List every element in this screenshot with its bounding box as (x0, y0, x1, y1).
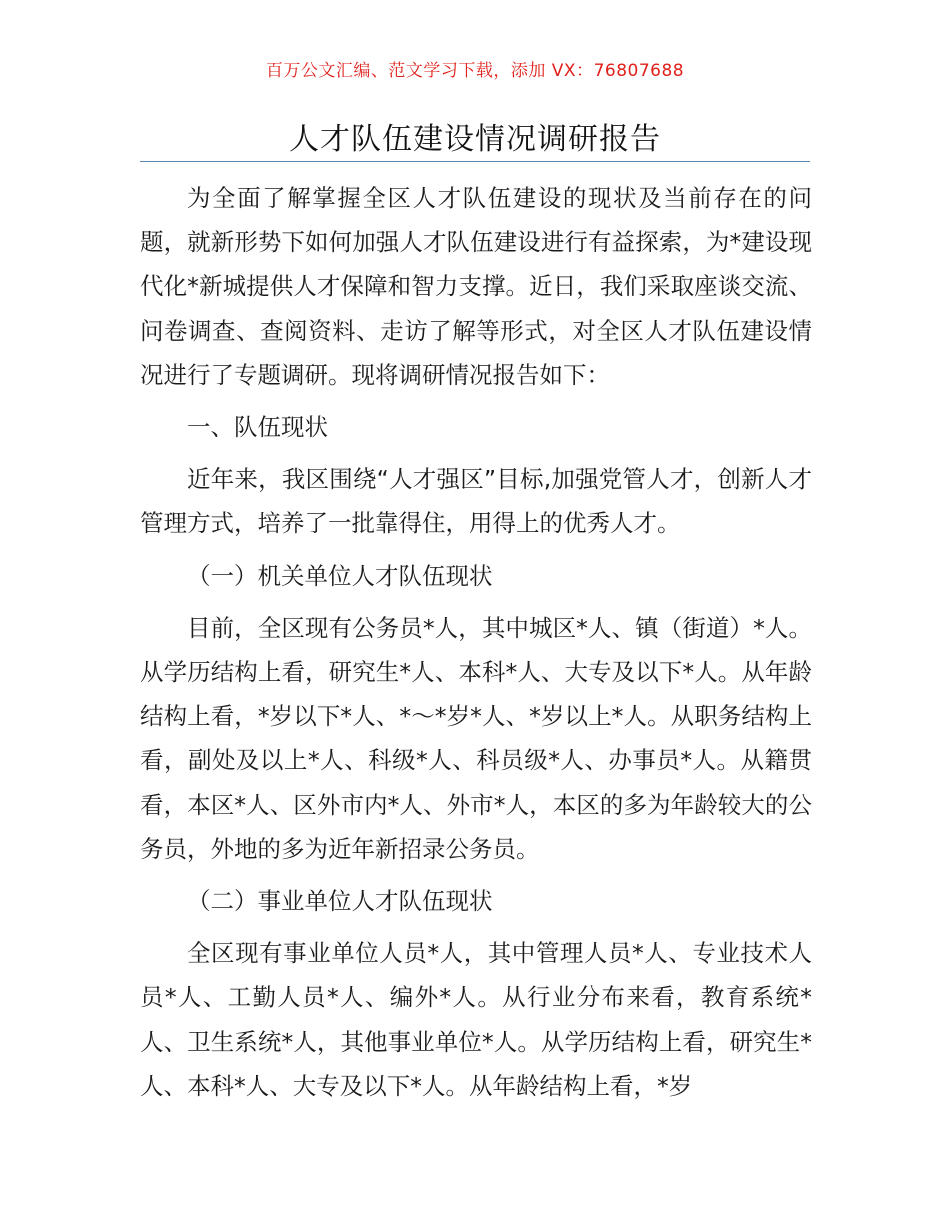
subsection-2-paragraph: 全区现有事业单位人员*人，其中管理人员*人、专业技术人员*人、工勤人员*人、编外*人。从行业分布来看，教育系统*人、卫生系统*人，其他事业单位*人。从学历结构上看，研究生*人、本科*人、大专及以下*人。从年龄结构上看，*岁 (140, 939, 812, 1100)
subsection-1-paragraph: 目前，全区现有公务员*人，其中城区*人、镇（街道）*人。从学历结构上看，研究生*人、本科*人、大专及以下*人。从年龄结构上看，*岁以下*人、*～*岁*人、*岁以上*人。从职务结构上看，副处及以上*人、科级*人、科员级*人、办事员*人。从籍贯看，本区*人、区外市内*人、外市*人，本区的多为年龄较大的公务员，外地的多为近年新招录公务员。 (140, 613, 812, 863)
document-body (140, 176, 812, 1116)
subsection-heading-2: （二）事业单位人才队伍现状 (187, 887, 493, 916)
watermark-banner: 百万公文汇编、范文学习下载，添加 VX：76807688 (265, 61, 685, 81)
section-1-paragraph: 近年来，我区围绕“人才强区”目标,加强党管人才，创新人才管理方式，培养了一批靠得住，用得上的优秀人才。 (140, 465, 812, 538)
subsection-heading-1: （一）机关单位人才队伍现状 (187, 561, 493, 590)
intro-paragraph: 为全面了解掌握全区人才队伍建设的现状及当前存在的问题，就新形势下如何加强人才队伍建设进行有益探索，为*建设现代化*新城提供人才保障和智力支撑。近日，我们采取座谈交流、问卷调查、查阅资料、走访了解等形式，对全区人才队伍建设情况进行了专题调研。现将调研情况报告如下： (140, 184, 812, 389)
document-title: 人才队伍建设情况调研报告 (289, 122, 661, 157)
title-divider (140, 161, 810, 162)
section-heading-1: 一、队伍现状 (187, 413, 328, 442)
